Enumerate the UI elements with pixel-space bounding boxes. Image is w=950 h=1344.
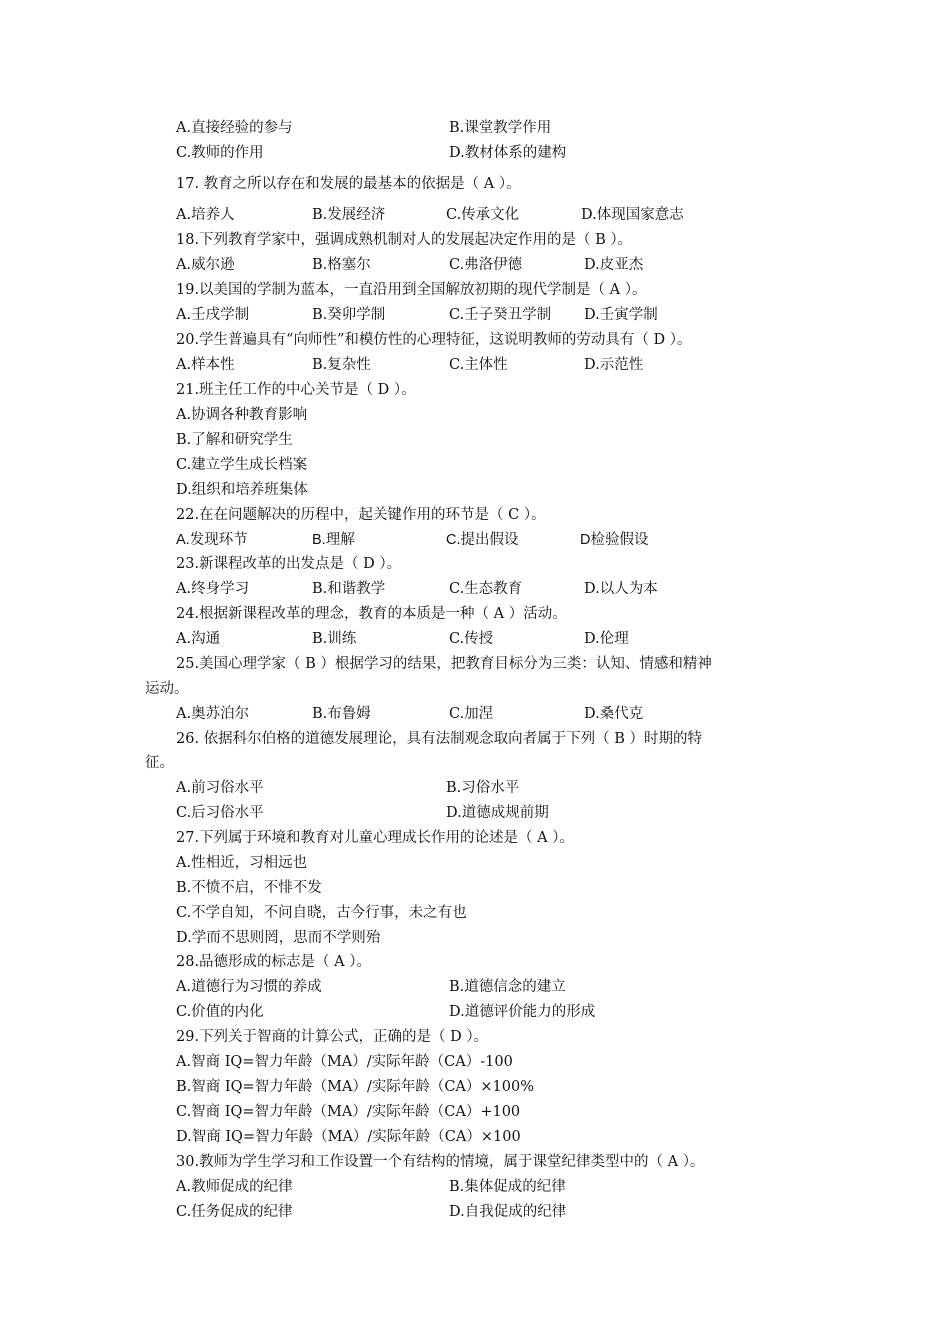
question-line: 20.学生普遍具有“向师性”和模仿性的心理特征，这说明教师的劳动具有（ D ）。 xyxy=(176,332,692,348)
option-line: C.壬子癸丑学制 xyxy=(449,307,552,323)
option-line: D.学而不思则罔，思而不学则殆 xyxy=(176,930,381,946)
option-line: D.以人为本 xyxy=(584,581,658,597)
option-line: A.培养人 xyxy=(176,207,235,223)
option-line: C.生态教育 xyxy=(449,581,523,597)
option-line: A.终身学习 xyxy=(176,581,250,597)
option-line: C.任务促成的纪律 xyxy=(176,1204,293,1220)
question-line-continued: 征。 xyxy=(145,755,174,771)
option-line: C.教师的作用 xyxy=(176,145,264,161)
option-line: D.道德评价能力的形成 xyxy=(449,1004,596,1020)
question-line-continued: 运动。 xyxy=(145,681,189,697)
question-line: 18.下列教育学家中，强调成熟机制对人的发展起决定作用的是（ B ）。 xyxy=(176,232,633,248)
option-line: B.复杂性 xyxy=(312,357,371,373)
option-line: B.癸卯学制 xyxy=(312,307,386,323)
option-line: B.智商 IQ=智力年龄（MA）/实际年龄（CA）×100% xyxy=(176,1079,535,1095)
option-line: D.智商 IQ=智力年龄（MA）/实际年龄（CA）×100 xyxy=(176,1129,521,1145)
option-line: A.壬戌学制 xyxy=(176,307,250,323)
option-line: A.沟通 xyxy=(176,631,221,647)
option-line: B.课堂教学作用 xyxy=(449,120,552,136)
option-line: C.价值的内化 xyxy=(176,1004,264,1020)
option-line: C.传承文化 xyxy=(446,207,520,223)
question-line: 30.教师为学生学习和工作设置一个有结构的情境，属于课堂纪律类型中的（ A ）。 xyxy=(176,1154,705,1170)
option-line: D.自我促成的纪律 xyxy=(449,1204,567,1220)
question-line: 22.在在问题解决的历程中，起关键作用的环节是（ C ）。 xyxy=(176,507,546,523)
question-line: 26. 依据科尔伯格的道德发展理论，具有法制观念取向者属于下列（ B ）时期的特 xyxy=(176,731,703,747)
option-line: B.训练 xyxy=(312,631,357,647)
question-line: 17. 教育之所以存在和发展的最基本的依据是（ A ）。 xyxy=(176,176,521,192)
option-line: D.桑代克 xyxy=(584,706,644,722)
question-line: 29.下列关于智商的计算公式，正确的是（ D ）。 xyxy=(176,1029,489,1045)
option-line: C.主体性 xyxy=(449,357,508,373)
question-line: 28.品德形成的标志是（ A ）。 xyxy=(176,954,371,970)
option-line: A.样本性 xyxy=(176,357,235,373)
option-line: D.道德成规前期 xyxy=(446,805,549,821)
option-line: B.道德信念的建立 xyxy=(449,979,566,995)
option-line: B.布鲁姆 xyxy=(312,706,371,722)
option-line: C.智商 IQ=智力年龄（MA）/实际年龄（CA）+100 xyxy=(176,1104,521,1120)
option-line: C.建立学生成长档案 xyxy=(176,457,308,473)
option-line: B.了解和研究学生 xyxy=(176,432,293,448)
option-line: D.皮亚杰 xyxy=(584,257,644,273)
option-line: D检验假设 xyxy=(580,532,649,548)
option-line: B.不愤不启，不悱不发 xyxy=(176,880,322,896)
option-line: B.发展经济 xyxy=(312,207,386,223)
question-line: 27.下列属于环境和教育对儿童心理成长作用的论述是（ A ）。 xyxy=(176,830,574,846)
option-line: A.发现环节 xyxy=(176,532,248,548)
question-line: 21.班主任工作的中心关节是（ D ）。 xyxy=(176,382,416,398)
option-line: A.前习俗水平 xyxy=(176,780,264,796)
option-line: D.伦理 xyxy=(584,631,629,647)
option-line: B.和谐教学 xyxy=(312,581,386,597)
option-line: C.加涅 xyxy=(449,706,494,722)
option-line: B.理解 xyxy=(312,532,355,548)
option-line: D.体现国家意志 xyxy=(581,207,684,223)
option-line: A.威尔逊 xyxy=(176,257,235,273)
option-line: C.弗洛伊德 xyxy=(449,257,523,273)
option-line: A.教师促成的纪律 xyxy=(176,1179,293,1195)
option-line: C.后习俗水平 xyxy=(176,805,264,821)
question-line: 25.美国心理学家（ B ）根据学习的结果，把教育目标分为三类：认知、情感和精神 xyxy=(176,656,712,672)
option-line: C.提出假设 xyxy=(446,532,519,548)
option-line: B.习俗水平 xyxy=(446,780,520,796)
option-line: D.组织和培养班集体 xyxy=(176,482,308,498)
option-line: A.道德行为习惯的养成 xyxy=(176,979,322,995)
option-line: A.性相近，习相远也 xyxy=(176,855,308,871)
option-line: B.格塞尔 xyxy=(312,257,371,273)
question-line: 24.根据新课程改革的理念，教育的本质是一种（ A ）活动。 xyxy=(176,606,567,622)
option-line: A.智商 IQ=智力年龄（MA）/实际年龄（CA）-100 xyxy=(176,1054,513,1070)
option-line: C.不学自知，不问自晓，古今行事，未之有也 xyxy=(176,905,467,921)
option-line: D.教材体系的建构 xyxy=(449,145,567,161)
option-line: C.传授 xyxy=(449,631,494,647)
option-line: A.协调各种教育影响 xyxy=(176,407,308,423)
option-line: B.集体促成的纪律 xyxy=(449,1179,566,1195)
question-line: 19.以美国的学制为蓝本，一直沿用到全国解放初期的现代学制是（ A ）。 xyxy=(176,282,647,298)
question-line: 23.新课程改革的出发点是（ D ）。 xyxy=(176,556,402,572)
option-line: D.壬寅学制 xyxy=(584,307,658,323)
option-line: A.奥苏泊尔 xyxy=(176,706,250,722)
option-line: A.直接经验的参与 xyxy=(176,120,293,136)
option-line: D.示范性 xyxy=(584,357,644,373)
